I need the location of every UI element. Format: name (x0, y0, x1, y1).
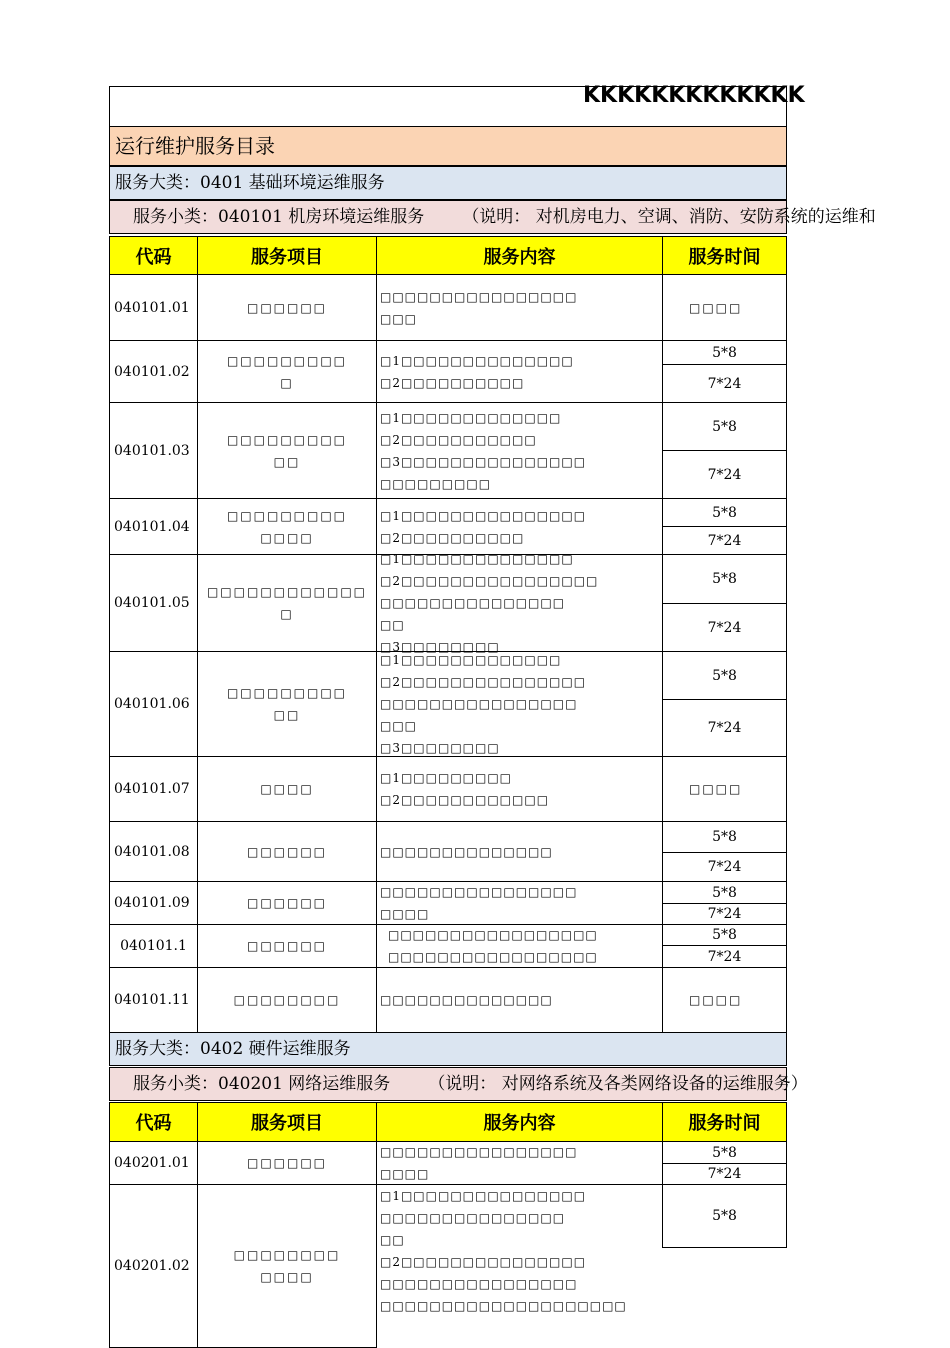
content-line: □1□□□□□□□□□□□□□□ (380, 552, 574, 566)
row-service-time: 7*24 (662, 852, 787, 882)
content-line: □□□ (380, 719, 418, 733)
service-subcategory-040201 (109, 1067, 808, 1101)
content-line: □2□□□□□□□□□□□□□□□□ (380, 574, 599, 588)
row-service-content (376, 1141, 663, 1185)
content-line: □2□□□□□□□□□□□ (380, 432, 537, 447)
row-service-item: □□□□ (197, 756, 377, 822)
header-item: 服务项目 (197, 236, 377, 275)
content-line: □1□□□□□□□□□□□□□□□ (380, 1189, 587, 1203)
row-code: 040101.04 (109, 498, 198, 555)
content-line: □□□□□□□□□□□□□□□□ (380, 697, 578, 711)
row-service-time: □□□□ (662, 274, 787, 341)
row-service-time: 7*24 (662, 945, 787, 968)
content-line: □□□□□□□□□□□□□□□□ (380, 885, 578, 899)
subcategory-label: 服务小类：040201 网络运维服务 (133, 1074, 391, 1094)
row-code: 040101.09 (109, 881, 198, 925)
row-service-item: □□□□□□ (197, 274, 377, 341)
row-service-content (376, 821, 663, 882)
row-service-item: □□□□□□ (197, 1141, 377, 1185)
row-code: 040201.01 (109, 1141, 198, 1185)
row-service-time: 5*8 (662, 498, 787, 527)
row-service-item: □□□□□□ (197, 821, 377, 882)
row-service-item: □□□□□□□□ (197, 967, 377, 1033)
content-line: □3□□□□□□□□ (380, 640, 500, 654)
row-service-item: □□□□□□□□ □□□□ (197, 1184, 377, 1348)
row-code: 040101.11 (109, 967, 198, 1033)
header-content: 服务内容 (376, 236, 663, 275)
row-service-item: □□□□□□□□□ □□ (197, 651, 377, 757)
row-service-time: 7*24 (662, 364, 787, 403)
row-code: 040101.07 (109, 756, 198, 822)
header-time: 服务时间 (662, 1102, 787, 1142)
row-service-item: □□□□□□ (197, 881, 377, 925)
row-service-content (376, 340, 663, 403)
content-line: □□□□□□□□□□□□□□ (380, 844, 553, 859)
row-code: 040101.08 (109, 821, 198, 882)
header-item: 服务项目 (197, 1102, 377, 1142)
row-service-time: 7*24 (662, 903, 787, 925)
row-service-time: 5*8 (662, 1141, 787, 1164)
service-category-0401: 服务大类：0401 基础环境运维服务 (109, 166, 787, 200)
service-subcategory-040101 (109, 200, 876, 234)
row-code: 040101.03 (109, 402, 198, 499)
header-content: 服务内容 (376, 1102, 663, 1142)
content-line: □□□□□□□□□□□□□□□□□ (388, 950, 598, 964)
content-line: □□□□□□□□□□□□□□□□□ (388, 928, 598, 942)
header-code: 代码 (109, 1102, 198, 1142)
content-line: □□ (380, 618, 405, 632)
row-code: 040101.02 (109, 340, 198, 403)
row-service-time: 7*24 (662, 526, 787, 555)
content-line: □1□□□□□□□□□□□□□ (380, 410, 562, 425)
row-service-time: □□□□ (662, 967, 787, 1033)
row-service-content (376, 756, 663, 822)
content-line: □□□□□□□□□□□□□□□□ (380, 289, 578, 304)
row-code: 040101.01 (109, 274, 198, 341)
row-service-item: □□□□□□□□□ □□ (197, 402, 377, 499)
row-code: 040101.05 (109, 554, 198, 652)
content-line: □1□□□□□□□□□□□□□□□ (380, 508, 587, 523)
row-service-content (376, 924, 663, 968)
header-mark: KKKKKKKKKKKKK (583, 83, 805, 108)
content-line: □2□□□□□□□□□□□□ (380, 793, 550, 807)
content-line: □□□□□□□□□□□□□□□ (380, 596, 566, 610)
content-line: □□ (380, 1233, 405, 1247)
service-category-0402: 服务大类：0402 硬件运维服务 (109, 1032, 787, 1066)
row-service-content (376, 967, 663, 1033)
content-line: □1□□□□□□□□□□□□□□ (380, 353, 574, 368)
row-service-time: 5*8 (662, 821, 787, 853)
content-line: □2□□□□□□□□□□□□□□□ (380, 1255, 587, 1269)
row-service-time: 5*8 (662, 340, 787, 365)
content-line: □1□□□□□□□□□ (380, 771, 513, 785)
content-line: □1□□□□□□□□□□□□□ (380, 653, 562, 667)
row-service-item: □□□□□□□□□ □□□□ (197, 498, 377, 555)
content-line: □□□ (380, 311, 418, 326)
row-service-time: 5*8 (662, 554, 787, 604)
row-code: 040101.06 (109, 651, 198, 757)
row-service-time: 5*8 (662, 1184, 787, 1248)
content-border (376, 1184, 663, 1248)
row-service-time: □□□□ (662, 756, 787, 822)
subcategory-note: （说明： 对机房电力、空调、消防、安防系统的运维和 (462, 207, 876, 227)
content-line: □□□□ (380, 907, 430, 921)
content-line: □□□□□□□□□□□□□□□□□□□□ (380, 1299, 627, 1313)
content-line: □□□□□□□□□□□□□□□ (380, 1211, 566, 1225)
content-line: □□□□□□□□□□□□□□□□ (380, 1145, 578, 1159)
subcategory-label: 服务小类：040101 机房环境运维服务 (133, 207, 425, 227)
content-line: □□□□□□□□□□□□□□ (380, 993, 553, 1007)
row-service-item: □□□□□□□□□□□□ □ (197, 554, 377, 652)
row-service-content (376, 881, 663, 925)
row-service-content (376, 402, 663, 499)
row-service-time: 7*24 (662, 450, 787, 499)
row-service-time: 7*24 (662, 1163, 787, 1185)
content-line: □3□□□□□□□□ (380, 741, 500, 755)
row-service-content (376, 274, 663, 341)
header-time: 服务时间 (662, 236, 787, 275)
row-service-content (376, 554, 663, 652)
content-line: □2□□□□□□□□□□□□□□□ (380, 675, 587, 689)
content-line: □2□□□□□□□□□□ (380, 530, 525, 545)
row-service-time: 5*8 (662, 924, 787, 946)
row-service-time: 5*8 (662, 651, 787, 700)
row-code: 040201.02 (109, 1184, 198, 1348)
header-code: 代码 (109, 236, 198, 275)
page-title: 运行维护服务目录 (109, 126, 787, 166)
row-service-time: 7*24 (662, 603, 787, 652)
row-service-item: □□□□□□ (197, 924, 377, 968)
row-service-time: 7*24 (662, 699, 787, 757)
content-line: □2□□□□□□□□□□ (380, 375, 525, 390)
row-service-item: □□□□□□□□□ □ (197, 340, 377, 403)
content-line: □□□□ (380, 1167, 430, 1181)
row-service-content (376, 651, 663, 757)
content-line: □3□□□□□□□□□□□□□□□ (380, 454, 587, 469)
content-line: □□□□□□□□□□□□□□□□ (380, 1277, 578, 1291)
content-line: □□□□□□□□□ (380, 476, 492, 491)
row-code: 040101.1 (109, 924, 198, 968)
row-service-content (376, 498, 663, 555)
subcategory-note: （说明： 对网络系统及各类网络设备的运维服务） (428, 1074, 808, 1094)
row-service-time: 5*8 (662, 402, 787, 451)
row-service-time: 5*8 (662, 881, 787, 904)
